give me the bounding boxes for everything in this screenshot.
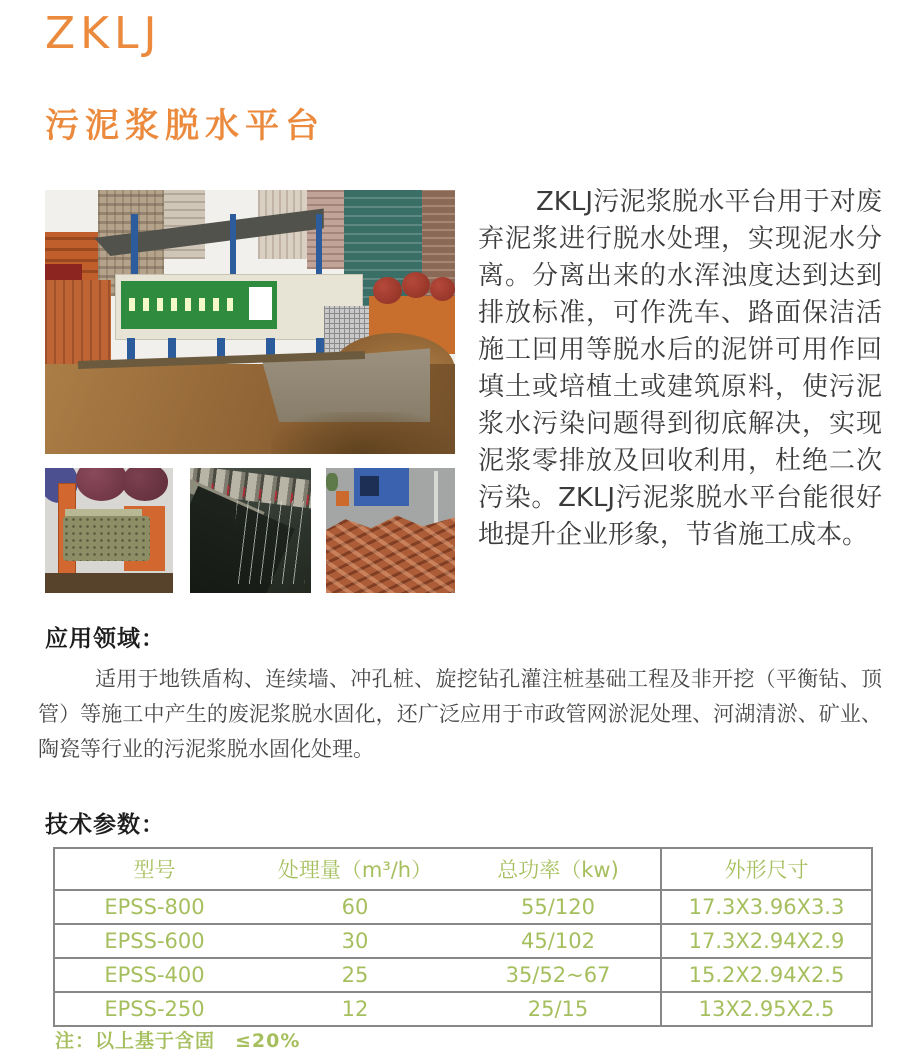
spec-cell-capacity: 30	[254, 924, 456, 958]
main-site-photo	[45, 190, 455, 454]
intro-paragraph: ZKLJ污泥浆脱水平台用于对废弃泥浆进行脱水处理，实现泥水分离。分离出来的水浑浊度达到达到排放标准，可作洗车、路面保洁活施工回用等脱水后的泥饼可用作回填土或培植土或建筑原料，使污泥浆水污染问题得到彻底解决，实现泥浆零排放及回收利用，杜绝二次污染。ZKLJ污泥浆脱水平台能很好地提升企业形象，节省施工成本。	[478, 187, 882, 550]
photo-dewatering-belt	[190, 468, 311, 593]
application-paragraph: 适用于地铁盾构、连续墙、冲孔桩、旋挖钻孔灌注桩基础工程及非开挖（平衡钻、顶管）等施工中产生的废泥浆脱水固化，还广泛应用于市政管网淤泥处理、河湖清淤、矿业、陶瓷等行业的污泥浆脱水固化处理。	[38, 667, 882, 761]
spec-cell-model: EPSS-600	[54, 924, 254, 958]
orange-equipment	[336, 491, 349, 506]
red-drum	[430, 277, 455, 301]
photo-collage	[45, 190, 455, 593]
specs-table	[53, 847, 873, 1027]
spec-row	[54, 890, 872, 924]
specs-note: 注：以上基于含固 ≤20%	[55, 1030, 301, 1052]
water-drips	[231, 501, 309, 584]
spec-cell-dimensions: 15.2X2.94X2.5	[661, 958, 872, 992]
col-header-dimensions: 外形尺寸	[661, 848, 872, 890]
specs-header-row	[54, 848, 872, 890]
maroon-drum	[122, 468, 168, 501]
brand-logo-text: ZKLJ	[45, 8, 162, 59]
maroon-drum	[76, 468, 127, 501]
page-title: 污泥浆脱水平台	[45, 105, 325, 146]
photo-dried-sludge-pile	[326, 468, 455, 593]
photo-mud-cake-discharge	[45, 468, 173, 593]
spec-cell-model: EPSS-800	[54, 890, 254, 924]
spec-cell-capacity: 25	[254, 958, 456, 992]
spec-cell-dimensions: 17.3X2.94X2.9	[661, 924, 872, 958]
spec-cell-dimensions: 17.3X3.96X3.3	[661, 890, 872, 924]
spec-cell-power: 45/102	[456, 924, 661, 958]
spec-row	[54, 924, 872, 958]
col-header-model: 型号	[54, 848, 254, 890]
col-header-capacity: 处理量（m³/h）	[254, 848, 456, 890]
machine-window	[360, 476, 379, 497]
application-heading: 应用领域：	[45, 626, 165, 652]
qr-code	[249, 287, 272, 320]
ground-shadow	[45, 573, 173, 593]
canopy-post	[316, 214, 323, 283]
spec-cell-capacity: 60	[254, 890, 456, 924]
specs-heading: 技术参数：	[45, 812, 165, 838]
sludge-cake	[63, 516, 150, 561]
spec-cell-power: 25/15	[456, 992, 661, 1026]
spec-cell-model: EPSS-250	[54, 992, 254, 1026]
mud-pit-shadow	[271, 412, 456, 454]
spec-cell-dimensions: 13X2.95X2.5	[661, 992, 872, 1026]
foliage	[326, 473, 338, 491]
col-header-power: 总功率（kw)	[456, 848, 661, 890]
orange-machine-left	[45, 280, 111, 364]
spec-row	[54, 958, 872, 992]
canopy-post	[230, 214, 237, 283]
blue-machine	[354, 468, 408, 506]
spec-cell-model: EPSS-400	[54, 958, 254, 992]
spec-cell-power: 35/52~67	[456, 958, 661, 992]
canopy-post	[131, 214, 138, 283]
scaffold-pole	[434, 471, 438, 524]
spec-cell-power: 55/120	[456, 890, 661, 924]
building-light	[164, 190, 205, 259]
spec-row	[54, 992, 872, 1026]
spec-cell-capacity: 12	[254, 992, 456, 1026]
red-drum	[373, 277, 402, 303]
banner-slogan-strokes	[129, 298, 241, 310]
green-banner	[121, 281, 277, 329]
